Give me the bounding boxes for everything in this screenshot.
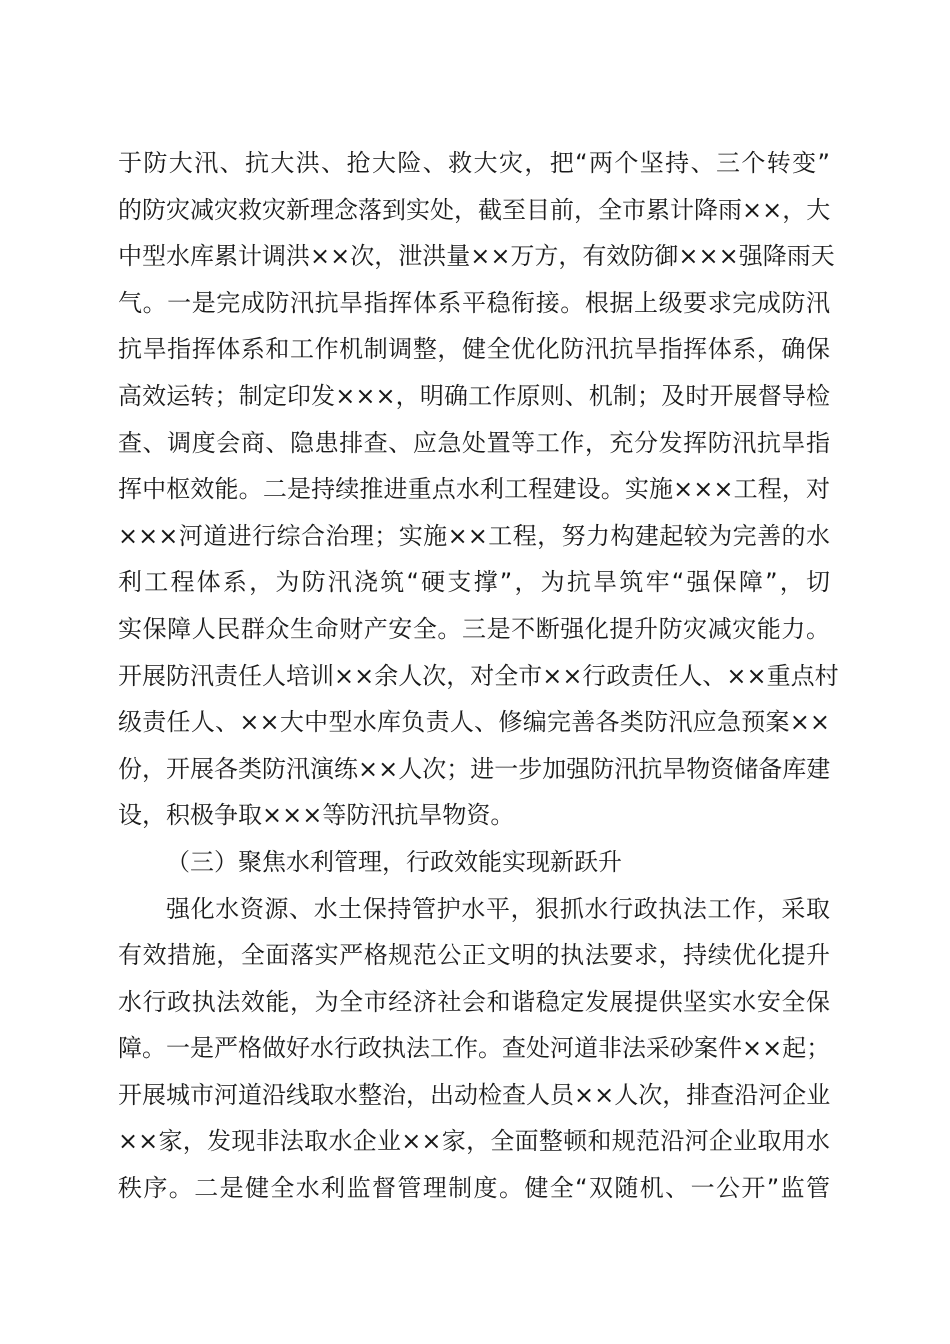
body-line: 抗旱指挥体系和工作机制调整，健全优化防汛抗旱指挥体系，确保 bbox=[118, 335, 830, 364]
body-line: 强化水资源、水土保持管护水平，狠抓水行政执法工作，采取 bbox=[166, 894, 830, 923]
body-line: 挥中枢效能。二是持续推进重点水利工程建设。实施×××工程，对 bbox=[118, 475, 830, 504]
body-line: 利工程体系，为防汛浇筑“硬支撑”，为抗旱筑牢“强保障”，切 bbox=[118, 568, 830, 597]
body-line: 份，开展各类防汛演练××人次；进一步加强防汛抗旱物资储备库建 bbox=[118, 754, 831, 783]
document-body bbox=[118, 140, 839, 1212]
body-line: 开展城市河道沿线取水整治，出动检查人员××人次，排查沿河企业 bbox=[118, 1080, 831, 1109]
body-line: 水行政执法效能，为全市经济社会和谐稳定发展提供坚实水安全保 bbox=[118, 987, 830, 1016]
section-heading: （三）聚焦水利管理，行政效能实现新跃升 bbox=[166, 847, 622, 876]
body-line: ××家，发现非法取水企业××家，全面整顿和规范沿河企业取用水 bbox=[118, 1127, 830, 1156]
body-line: 开展防汛责任人培训××余人次，对全市××行政责任人、××重点村 bbox=[118, 661, 839, 690]
body-line: 实保障人民群众生命财产安全。三是不断强化提升防灾减灾能力。 bbox=[118, 614, 830, 643]
body-line: ×××河道进行综合治理；实施××工程，努力构建起较为完善的水 bbox=[118, 521, 830, 550]
body-line: 中型水库累计调洪××次，泄洪量××万方，有效防御×××强降雨天 bbox=[118, 242, 835, 271]
body-line: 有效措施，全面落实严格规范公正文明的执法要求，持续优化提升 bbox=[118, 941, 830, 970]
body-line: 秩序。二是健全水利监督管理制度。健全“双随机、一公开”监管 bbox=[118, 1174, 830, 1203]
body-line: 高效运转；制定印发×××，明确工作原则、机制；及时开展督导检 bbox=[118, 381, 830, 410]
body-line: 于防大汛、抗大洪、抢大险、救大灾，把“两个坚持、三个转变” bbox=[118, 149, 830, 177]
body-line: 气。一是完成防汛抗旱指挥体系平稳衔接。根据上级要求完成防汛 bbox=[118, 288, 830, 317]
body-line: 查、调度会商、隐患排查、应急处置等工作，充分发挥防汛抗旱指 bbox=[118, 428, 830, 457]
body-line: 的防灾减灾救灾新理念落到实处，截至目前，全市累计降雨××，大 bbox=[118, 195, 831, 224]
body-line: 障。一是严格做好水行政执法工作。查处河道非法采砂案件××起； bbox=[118, 1034, 831, 1063]
body-line: 设，积极争取×××等防汛抗旱物资。 bbox=[118, 801, 515, 830]
body-line: 级责任人、××大中型水库负责人、修编完善各类防汛应急预案×× bbox=[118, 708, 830, 737]
